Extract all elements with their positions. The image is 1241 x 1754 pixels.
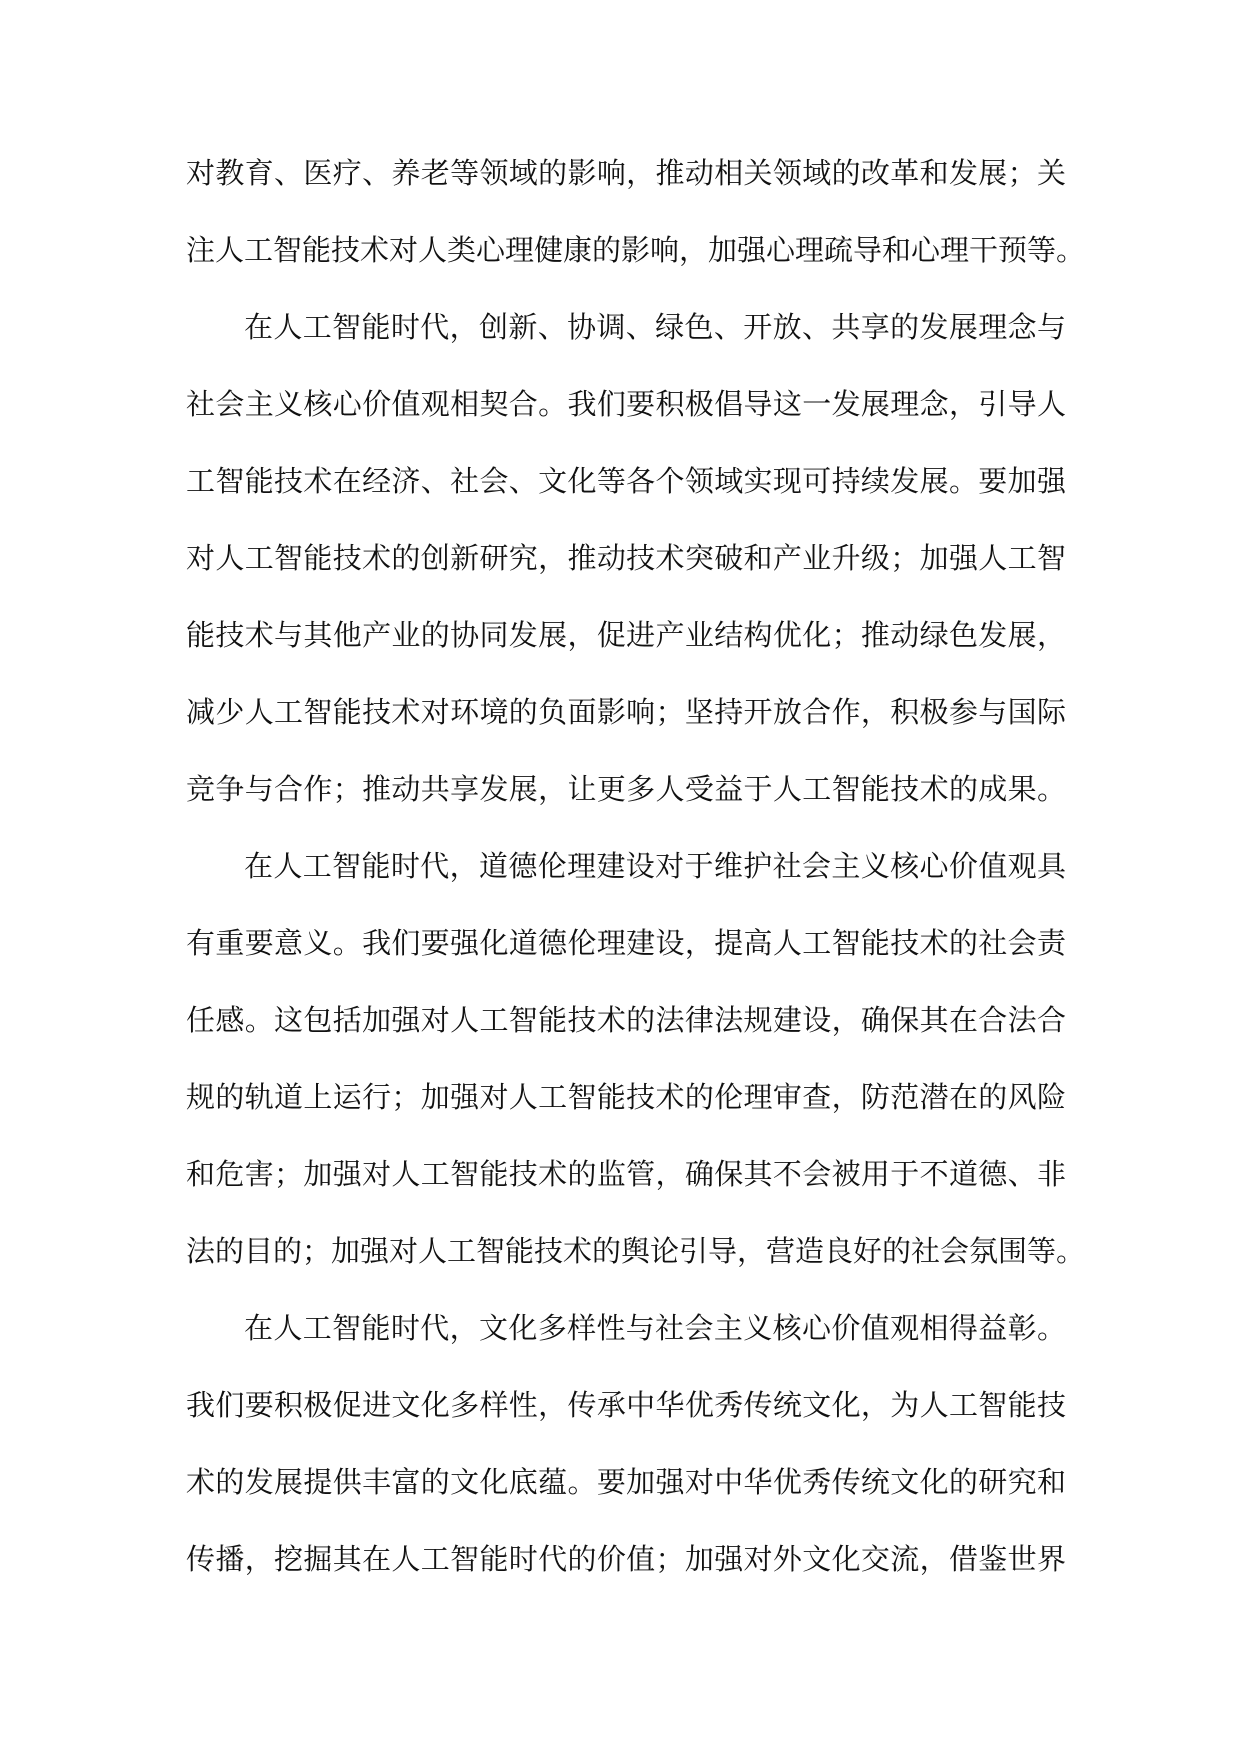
text-line: 在人工智能时代，道德伦理建设对于维护社会主义核心价值观具 xyxy=(244,849,1066,883)
text-line: 有重要意义。我们要强化道德伦理建设，提高人工智能技术的社会责 xyxy=(186,926,1066,960)
paragraph xyxy=(186,289,1066,828)
text-line: 减少人工智能技术对环境的负面影响；坚持开放合作，积极参与国际 xyxy=(186,695,1066,729)
text-line: 传播，挖掘其在人工智能时代的价值；加强对外文化交流，借鉴世界 xyxy=(186,1542,1066,1576)
text-line: 和危害；加强对人工智能技术的监管，确保其不会被用于不道德、非 xyxy=(186,1157,1066,1191)
text-line: 在人工智能时代，文化多样性与社会主义核心价值观相得益彰。 xyxy=(244,1311,1066,1345)
text-line: 任感。这包括加强对人工智能技术的法律法规建设，确保其在合法合 xyxy=(186,1003,1066,1037)
document-body xyxy=(186,135,1086,1598)
text-line: 规的轨道上运行；加强对人工智能技术的伦理审查，防范潜在的风险 xyxy=(186,1080,1066,1114)
paragraph xyxy=(186,1290,1066,1598)
text-line: 术的发展提供丰富的文化底蕴。要加强对中华优秀传统文化的研究和 xyxy=(186,1465,1066,1499)
text-line: 竞争与合作；推动共享发展，让更多人受益于人工智能技术的成果。 xyxy=(186,772,1066,806)
text-line: 我们要积极促进文化多样性，传承中华优秀传统文化，为人工智能技 xyxy=(186,1388,1066,1422)
text-line: 注人工智能技术对人类心理健康的影响，加强心理疏导和心理干预等。 xyxy=(186,233,1086,267)
paragraph xyxy=(186,135,1086,289)
text-line: 社会主义核心价值观相契合。我们要积极倡导这一发展理念，引导人 xyxy=(186,387,1066,421)
text-line: 对人工智能技术的创新研究，推动技术突破和产业升级；加强人工智 xyxy=(186,541,1066,575)
paragraph xyxy=(186,828,1086,1290)
text-line: 在人工智能时代，创新、协调、绿色、开放、共享的发展理念与 xyxy=(244,310,1066,344)
text-line: 能技术与其他产业的协同发展，促进产业结构优化；推动绿色发展， xyxy=(186,618,1066,652)
text-line: 法的目的；加强对人工智能技术的舆论引导，营造良好的社会氛围等。 xyxy=(186,1234,1086,1268)
text-line: 对教育、医疗、养老等领域的影响，推动相关领域的改革和发展；关 xyxy=(186,156,1066,190)
text-line: 工智能技术在经济、社会、文化等各个领域实现可持续发展。要加强 xyxy=(186,464,1066,498)
